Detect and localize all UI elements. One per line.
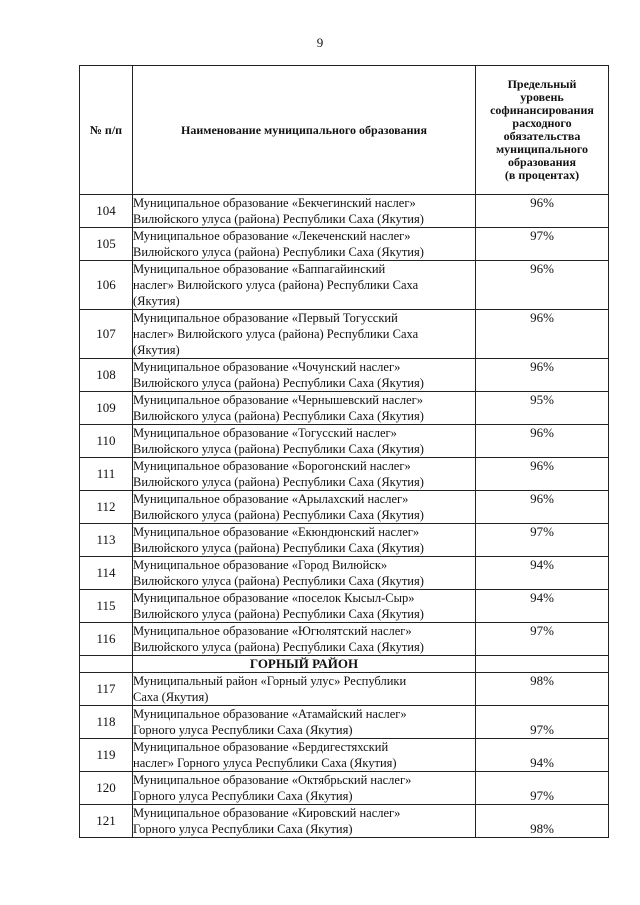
table-row [80,805,609,838]
header-value: Предельный уровень софинансирования расходного обязательства муниципального образования (в процентах) [476,66,609,195]
table-row [80,310,609,359]
row-value: 97% [476,524,609,557]
row-num: 117 [80,673,133,706]
row-name: Муниципальное образование «Кировский наслег» Горного улуса Республики Саха (Якутия) [133,805,476,838]
row-num: 116 [80,623,133,656]
section-title: ГОРНЫЙ РАЙОН [133,656,476,673]
row-value: 97% [476,706,609,739]
row-num: 121 [80,805,133,838]
row-name: Муниципальное образование «Бекчегинский наслег» Вилюйского улуса (района) Республики Саха (Якутия) [133,195,476,228]
row-value: 97% [476,228,609,261]
row-value: 95% [476,392,609,425]
row-num: 118 [80,706,133,739]
row-name: Муниципальное образование «Екюндюнский наслег» Вилюйского улуса (района) Республики Саха (Якутия) [133,524,476,557]
table-row [80,228,609,261]
row-num: 110 [80,425,133,458]
page-number: 9 [316,35,324,50]
row-num: 111 [80,458,133,491]
row-value: 96% [476,425,609,458]
row-value: 96% [476,458,609,491]
row-value: 96% [476,195,609,228]
row-num: 109 [80,392,133,425]
row-name: Муниципальное образование «Борогонский наслег» Вилюйского улуса (района) Республики Саха (Якутия) [133,458,476,491]
section-value-cell [476,656,609,673]
row-name: Муниципальное образование «Первый Тогусский наслег» Вилюйского улуса (района) Республики Саха (Якутия) [133,310,476,359]
row-num: 104 [80,195,133,228]
table-row [80,458,609,491]
row-name: Муниципальное образование «Атамайский наслег» Горного улуса Республики Саха (Якутия) [133,706,476,739]
row-name: Муниципальное образование «Югюлятский наслег» Вилюйского улуса (района) Республики Саха (Якутия) [133,623,476,656]
row-name: Муниципальное образование «Город Вилюйск» Вилюйского улуса (района) Республики Саха (Якутия) [133,557,476,590]
row-num: 120 [80,772,133,805]
row-value: 96% [476,359,609,392]
table-row [80,195,609,228]
row-value: 94% [476,739,609,772]
table-row [80,590,609,623]
row-num: 112 [80,491,133,524]
row-name: Муниципальное образование «Арылахский наслег» Вилюйского улуса (района) Республики Саха (Якутия) [133,491,476,524]
cofinancing-table [79,65,609,838]
row-name: Муниципальное образование «Чернышевский наслег» Вилюйского улуса (района) Республики Саха (Якутия) [133,392,476,425]
row-name: Муниципальное образование «поселок Кысыл-Сыр» Вилюйского улуса (района) Республики Саха (Якутия) [133,590,476,623]
row-name: Муниципальное образование «Бердигестяхский наслег» Горного улуса Республики Саха (Якутия) [133,739,476,772]
table-row [80,392,609,425]
row-value: 96% [476,261,609,310]
row-num: 115 [80,590,133,623]
row-num: 113 [80,524,133,557]
table-row [80,425,609,458]
row-value: 97% [476,772,609,805]
section-num-cell [80,656,133,673]
row-num: 114 [80,557,133,590]
row-value: 96% [476,491,609,524]
row-num: 119 [80,739,133,772]
row-value: 94% [476,590,609,623]
table-row [80,491,609,524]
row-num: 106 [80,261,133,310]
row-name: Муниципальное образование «Чочунский наслег» Вилюйского улуса (района) Республики Саха (Якутия) [133,359,476,392]
row-value: 97% [476,623,609,656]
row-num: 105 [80,228,133,261]
table-row [80,739,609,772]
table-row [80,772,609,805]
row-value: 98% [476,673,609,706]
table-row [80,261,609,310]
row-name: Муниципальное образование «Лекеченский наслег» Вилюйского улуса (района) Республики Саха (Якутия) [133,228,476,261]
row-num: 107 [80,310,133,359]
table-row [80,359,609,392]
section-row [80,656,609,673]
row-name: Муниципальное образование «Тогусский наслег» Вилюйского улуса (района) Республики Саха (Якутия) [133,425,476,458]
table-row [80,623,609,656]
table-row [80,673,609,706]
row-name: Муниципальное образование «Баппагайинский наслег» Вилюйского улуса (района) Республики Саха (Якутия) [133,261,476,310]
table-header-row [80,66,609,195]
header-name: Наименование муниципального образования [133,66,476,195]
table-row [80,706,609,739]
table-row [80,557,609,590]
row-name: Муниципальное образование «Октябрьский наслег» Горного улуса Республики Саха (Якутия) [133,772,476,805]
table-row [80,524,609,557]
header-num: № п/п [80,66,133,195]
row-num: 108 [80,359,133,392]
row-value: 96% [476,310,609,359]
row-value: 98% [476,805,609,838]
row-value: 94% [476,557,609,590]
row-name: Муниципальный район «Горный улус» Республики Саха (Якутия) [133,673,476,706]
